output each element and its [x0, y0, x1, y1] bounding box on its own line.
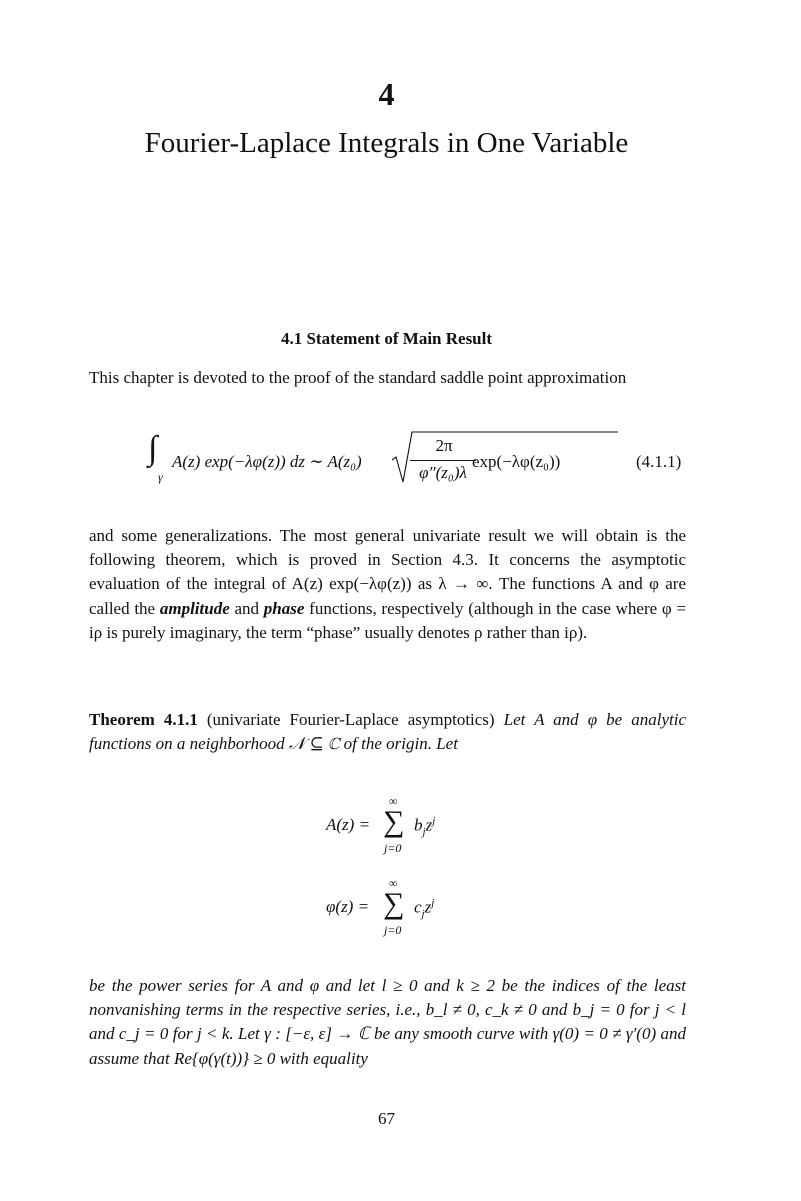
paragraph-2-part1: and some generalizations. The most general univariate result we will obtain is the following theorem, which is proved in Section 4.3. It concerns the asymptotic evaluation of the integral of A(z) exp(−λφ(z)) as λ → ∞. The functions A and φ are called the [89, 526, 686, 618]
theorem-statement: Let A and φ be analytic functions on a neighborhood 𝒩 ⊆ ℂ of the origin. Let [89, 710, 686, 754]
chapter-title: Fourier-Laplace Integrals in One Variable [144, 127, 629, 159]
theorem-label: Theorem 4.1.1 [89, 710, 198, 729]
integral-sign: ∫ [148, 430, 158, 467]
sqrt-numerator: 2π [435, 436, 453, 455]
series-phi-upper: ∞ [389, 876, 398, 890]
equation-number: (4.1.1) [636, 452, 682, 471]
series-phi-term: $c_jz^j$ [414, 897, 435, 921]
integral-subscript: γ [158, 470, 163, 484]
series-phi-lhs: φ(z) = [326, 897, 370, 916]
paragraph-2-part2: functions, respectively (although in the case where φ = iρ is purely imaginary, the term “phase” usually denotes ρ rather than iρ). [89, 598, 687, 642]
term-phase: phase [263, 598, 305, 618]
theorem-continuation: be the power series for A and φ and let l ≥ 0 and k ≥ 2 be the indices of the least nonvanishing terms in the respective series, i.e., b_l ≠ 0, c_k ≠ 0 and b_j = 0 for j < l and c_j = 0 for j < k. Let γ : [−ε, ε] → ℂ be any smooth curve with γ(0) = 0 ≠ γ′(0) and assume that Re{φ(γ(t))} ≥ 0 with equality [89, 976, 686, 1068]
equation-rhs-tail: exp(−λφ(z₀)) [472, 452, 561, 471]
paragraph-amplitude-phase [89, 524, 686, 645]
series-phi-lower: j=0 [384, 923, 402, 937]
intro-paragraph: This chapter is devoted to the proof of the standard saddle point approximation [89, 368, 627, 387]
paragraph-2-and: and [234, 598, 260, 618]
theorem-4-1-1 [89, 708, 686, 756]
sqrt-denominator: φ″(z₀)λ [419, 463, 467, 482]
sum-sign: ∑ [383, 805, 405, 838]
series-a-term: $b_jz^j$ [414, 815, 436, 839]
fraction-bar [410, 460, 476, 461]
series-a-upper: ∞ [389, 794, 398, 808]
chapter-number: 4 [378, 76, 395, 112]
sum-sign: ∑ [383, 887, 405, 920]
equation-lhs: A(z) exp(−λφ(z)) dz ∼ A(z₀) [172, 452, 362, 471]
section-heading: 4.1 Statement of Main Result [280, 329, 493, 348]
series-a-lhs: A(z) = [326, 815, 371, 834]
page-number: 67 [378, 1109, 395, 1128]
theorem-name: (univariate Fourier-Laplace asymptotics) [206, 710, 495, 729]
term-amplitude: amplitude [159, 598, 230, 618]
series-a-lower: j=0 [384, 841, 402, 855]
